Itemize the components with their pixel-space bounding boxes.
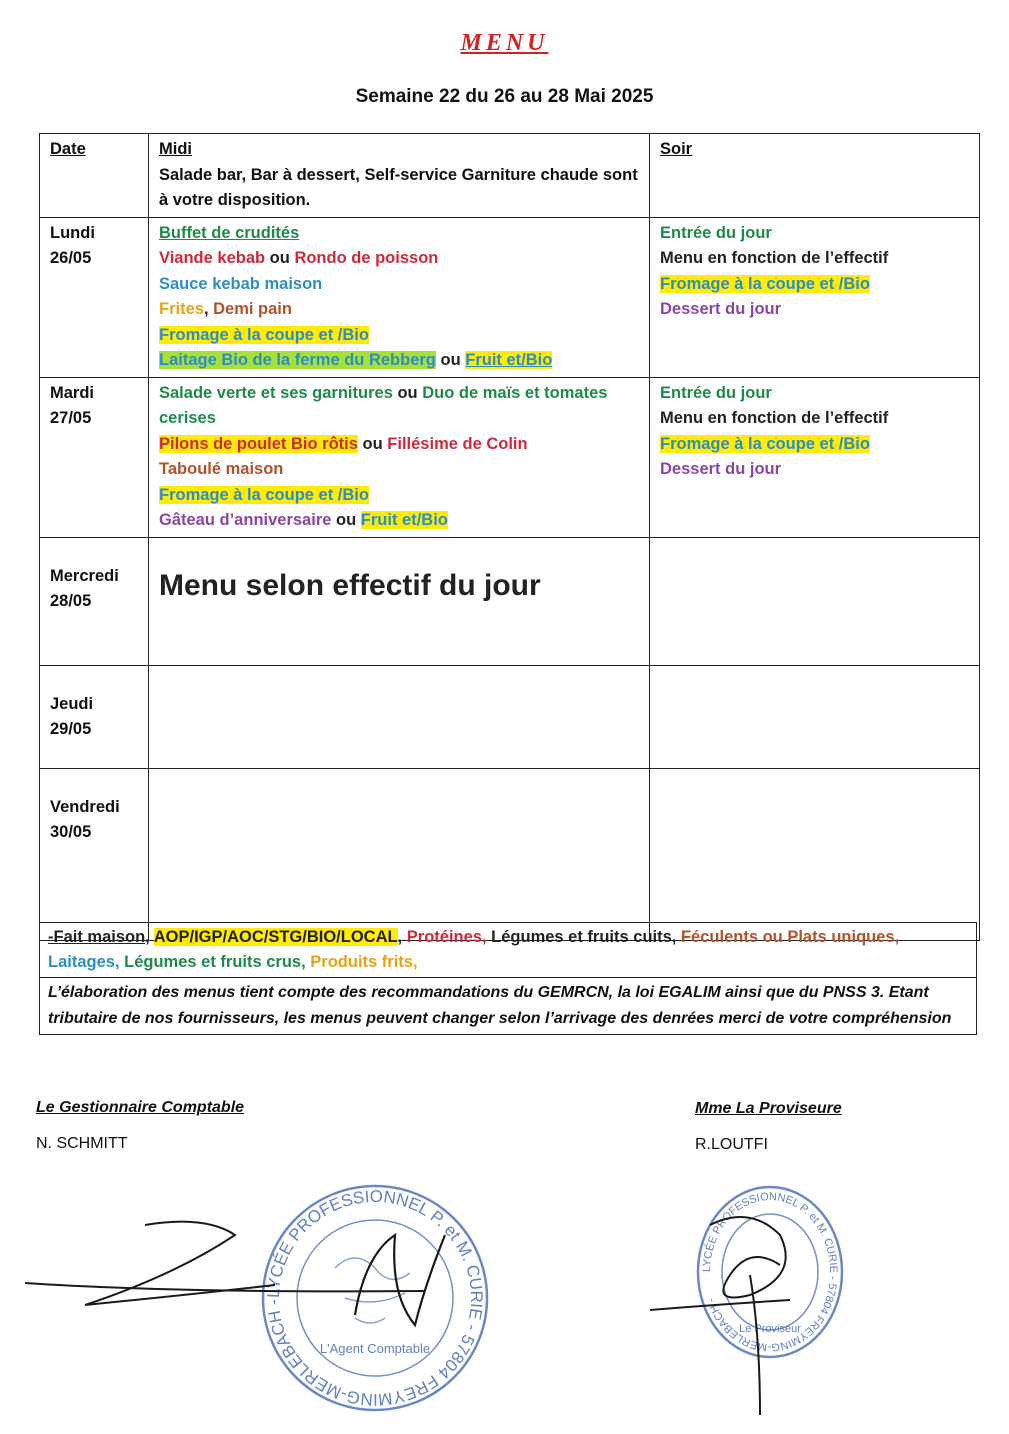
legend-box <box>39 922 977 1035</box>
midi-cell-lundi: Buffet de crudités Viande kebab ou Rondo de poisson Sauce kebab maison Frites, Demi pain Fromage à la coupe et /Bio Laitage Bio de la ferme du Rebberg ou Fruit et/Bio <box>149 217 650 377</box>
menu-item: Salade verte et ses garnitures <box>159 383 393 402</box>
menu-item: Viande kebab <box>159 249 266 267</box>
color-legend: -Fait maison, AOP/IGP/AOC/STG/BIO/LOCAL, Protéines, Légumes et fruits cuits, Féculents ou Plats uniques, Laitages, Légumes et fruits crus, Produits frits, <box>40 923 976 978</box>
header-date: Date <box>40 134 149 218</box>
menu-item: Taboulé maison <box>159 460 284 478</box>
menu-item: Fruit et/Bio <box>465 351 553 369</box>
menu-item: Demi pain <box>213 300 292 318</box>
day-label: Mercredi 28/05 <box>40 537 149 665</box>
soir-cell-lundi: Entrée du jour Menu en fonction de l’effectif Fromage à la coupe et /Bio Dessert du jour <box>650 217 980 377</box>
day-row-lundi <box>40 217 980 377</box>
menu-item: Fruit et/Bio <box>360 511 448 529</box>
svg-text:LYCÉE PROFESSIONNEL P. et M. C: LYCÉE PROFESSIONNEL P. et M. CURIE - 57804 FREYMING-MERLEBACH - <box>700 1190 840 1354</box>
soir-cell-mardi: Entrée du jour Menu en fonction de l’effectif Fromage à la coupe et /Bio Dessert du jour <box>650 377 980 537</box>
midi-note: Salade bar, Bar à dessert, Self-service Garniture chaude sont à votre disposition. <box>159 165 638 209</box>
day-row-mercredi <box>40 537 980 665</box>
day-row-vendredi <box>40 768 980 940</box>
menu-item: Gâteau d’anniversaire <box>159 511 332 529</box>
midi-cell-jeudi <box>149 665 650 768</box>
midi-cell-vendredi <box>149 768 650 940</box>
svg-text:Le Proviseur: Le Proviseur <box>739 1323 801 1335</box>
menu-item: Fillésime de Colin <box>387 434 528 453</box>
menu-item: Frites <box>159 300 204 318</box>
soir-cell-vendredi <box>650 768 980 940</box>
menu-item: Duo de maïs et tomates cerises <box>159 383 608 427</box>
menu-item: Fromage à la coupe et /Bio <box>159 325 369 344</box>
signature-scribble-right <box>640 1195 840 1425</box>
menu-item: Buffet de crudités <box>159 223 300 242</box>
svg-text:L'Agent Comptable: L'Agent Comptable <box>319 1341 431 1356</box>
menu-note: L’élaboration des menus tient compte des recommandations du GEMRCN, la loi EGALIM ainsi que du PNSS 3. Etant tributaire de nos fournisseurs, les menus peuvent changer selon l’arrivage des denrées merci de votre compréhension <box>48 984 952 1027</box>
signature-left: Le Gestionnaire Comptable N. SCHMITT <box>36 1099 245 1152</box>
menu-item: Fromage à la coupe et /Bio <box>159 485 369 504</box>
day-label: Jeudi 29/05 <box>40 665 149 768</box>
soir-cell-mercredi <box>650 537 980 665</box>
menu-table <box>39 133 980 941</box>
midi-cell-mercredi: Menu selon effectif du jour <box>149 537 650 665</box>
signature-scribble-left <box>25 1205 465 1345</box>
day-label: Mardi 27/05 <box>40 377 149 537</box>
header-row <box>40 134 980 218</box>
menu-item: Pilons de poulet Bio rôtis <box>159 434 358 453</box>
week-subtitle: Semaine 22 du 26 au 28 Mai 2025 <box>355 86 654 107</box>
svg-text:LYCÉE PROFESSIONNEL P. et M. C: LYCÉE PROFESSIONNEL P. et M. CURIE - 57804 FREYMING-MERLEBACH - <box>263 1186 487 1410</box>
midi-cell-mardi: Salade verte et ses garnitures ou Duo de maïs et tomates cerises Pilons de poulet Bio rôtis ou Fillésime de Colin Taboulé maison Fromage à la coupe et /Bio Gâteau d’anniversaire ou Fruit et/Bio <box>149 377 650 537</box>
menu-item: Laitage Bio de la ferme du Rebberg <box>159 351 436 369</box>
menu-item: Rondo de poisson <box>294 249 439 267</box>
day-label: Vendredi 30/05 <box>40 768 149 940</box>
day-row-mardi <box>40 377 980 537</box>
menu-item: Sauce kebab maison <box>159 274 323 293</box>
day-row-jeudi <box>40 665 980 768</box>
header-midi: Midi Salade bar, Bar à dessert, Self-service Garniture chaude sont à votre disposition. <box>149 134 650 218</box>
day-label: Lundi 26/05 <box>40 217 149 377</box>
header-soir: Soir <box>650 134 980 218</box>
signature-right: Mme La Proviseure R.LOUTFI <box>695 1100 842 1153</box>
page-title: MENU <box>460 30 549 56</box>
soir-cell-jeudi <box>650 665 980 768</box>
